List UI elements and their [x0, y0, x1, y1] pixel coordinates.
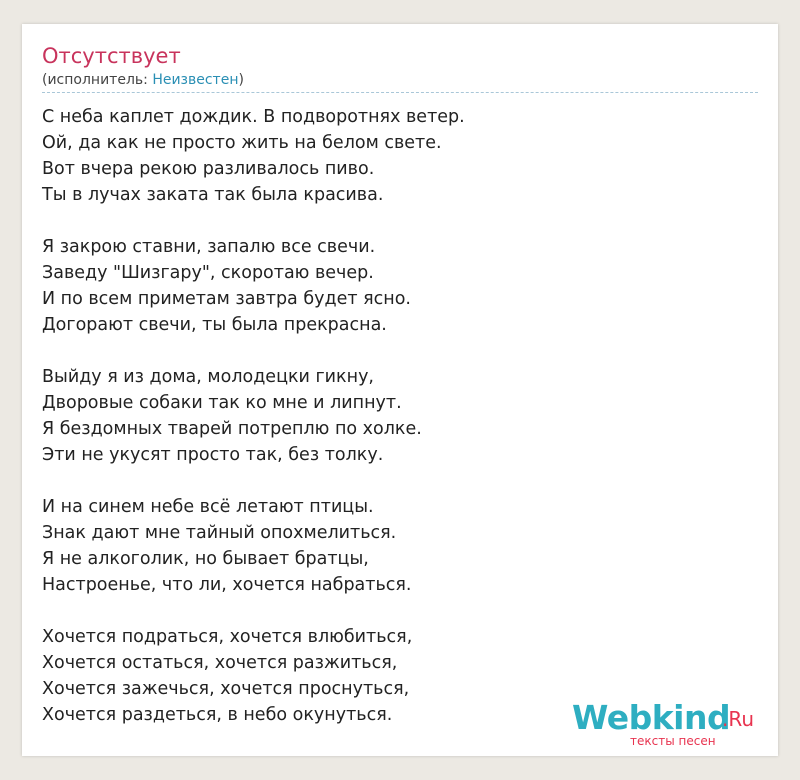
lyric-line: И по всем приметам завтра будет ясно. — [42, 289, 411, 309]
webkind-logo[interactable] — [572, 698, 772, 752]
lyric-line: Хочется раздеться, в небо окунуться. — [42, 705, 393, 725]
song-title: Отсутствует — [42, 44, 181, 68]
lyric-line: И на синем небе всё летают птицы. — [42, 497, 374, 517]
lyric-line: Вот вчера рекою разливалось пиво. — [42, 159, 375, 179]
lyric-line: С неба каплет дождик. В подворотнях ветер. — [42, 107, 465, 127]
lyric-line: Выйду я из дома, молодецки гикну, — [42, 367, 374, 387]
lyric-line: Хочется остаться, хочется разжиться, — [42, 653, 398, 673]
logo-tld: .Ru — [722, 707, 755, 731]
lyric-line: Я бездомных тварей потреплю по холке. — [42, 419, 422, 439]
lyric-line: Заведу "Шизгару", скоротаю вечер. — [42, 263, 374, 283]
lyric-line: Хочется зажечься, хочется проснуться, — [42, 679, 410, 699]
lyric-line: Эти не укусят просто так, без толку. — [42, 445, 384, 465]
logo-name: Webkind — [572, 698, 731, 737]
stanza — [42, 364, 742, 468]
artist-line — [42, 72, 244, 88]
stanza — [42, 234, 742, 338]
lyric-line: Я не алкоголик, но бывает братцы, — [42, 549, 369, 569]
lyric-line: Знак дают мне тайный опохмелиться. — [42, 523, 397, 543]
stanza — [42, 104, 742, 208]
stanza — [42, 494, 742, 598]
logo-tagline: тексты песен — [630, 734, 716, 748]
lyric-line: Ты в лучах заката так была красива. — [42, 185, 384, 205]
lyric-line: Настроенье, что ли, хочется набраться. — [42, 575, 412, 595]
divider — [42, 92, 758, 93]
artist-prefix: (исполнитель: — [42, 72, 153, 88]
lyric-line: Ой, да как не просто жить на белом свете. — [42, 133, 442, 153]
lyric-line: Догорают свечи, ты была прекрасна. — [42, 315, 387, 335]
lyrics-card — [22, 24, 778, 756]
lyric-line: Дворовые собаки так ко мне и липнут. — [42, 393, 402, 413]
artist-suffix: ) — [238, 72, 244, 88]
lyric-line: Хочется подраться, хочется влюбиться, — [42, 627, 413, 647]
lyric-line: Я закрою ставни, запалю все свечи. — [42, 237, 376, 257]
lyrics-body — [42, 104, 742, 754]
artist-link[interactable]: Неизвестен — [152, 72, 239, 88]
